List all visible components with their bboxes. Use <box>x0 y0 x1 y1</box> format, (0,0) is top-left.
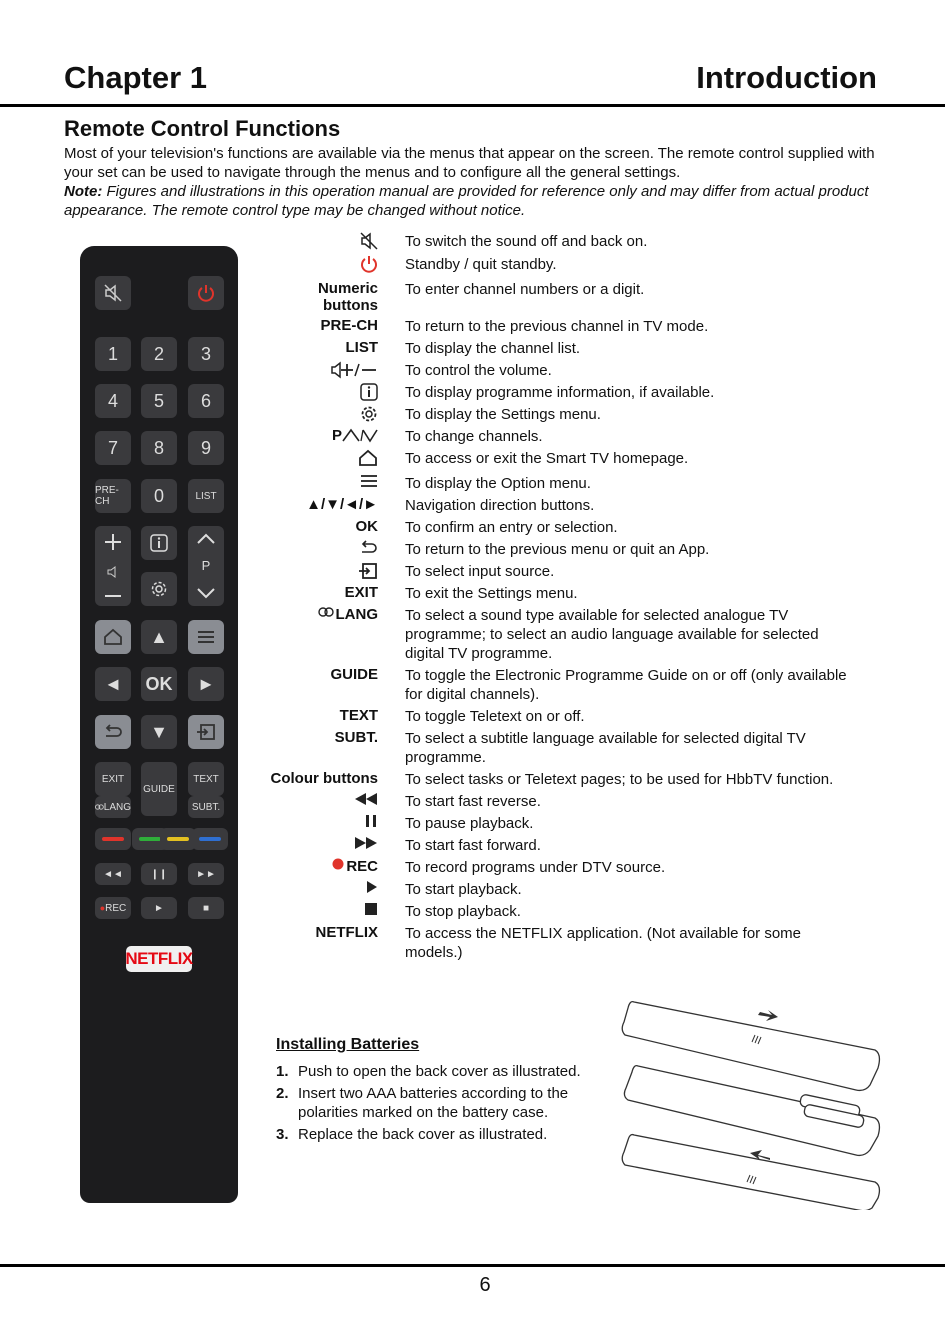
function-row <box>260 339 900 358</box>
note-text: Figures and illustrations in this operation manual are provided for reference only and may differ from actual product appearance. The remote control type may be changed without notice. <box>64 183 869 219</box>
remote-subt-button: SUBT. <box>188 796 224 818</box>
function-key <box>260 562 405 581</box>
remote-settings-button <box>141 572 177 606</box>
input-icon <box>358 562 378 580</box>
function-key <box>260 255 405 274</box>
function-key <box>260 280 405 314</box>
function-key-label: OK <box>355 518 378 535</box>
remote-forward-button: ►► <box>188 863 224 885</box>
remote-list-button: LIST <box>188 479 224 513</box>
function-row <box>260 836 900 855</box>
function-key <box>260 880 405 899</box>
function-key-label: TEXT <box>339 707 378 724</box>
function-key-label: P <box>331 427 342 444</box>
remote-stop-button: ■ <box>188 897 224 919</box>
remote-digit-0: 0 <box>141 479 177 513</box>
function-row <box>260 405 900 424</box>
function-description: To return to the previous channel in TV mode. <box>405 318 709 335</box>
remote-text-button: TEXT <box>188 762 224 796</box>
function-key <box>260 814 405 833</box>
chevron-down-icon <box>196 587 216 599</box>
function-key <box>260 317 405 336</box>
remote-red-button <box>95 828 131 850</box>
remote-exit-button: EXIT <box>95 762 131 796</box>
function-description: To select a sound type available for selected analogue TV programme; to select an audio language available for selected digital TV programme. <box>405 607 819 662</box>
function-key <box>260 518 405 537</box>
function-key-label: LANG <box>335 606 378 623</box>
function-description: To start playback. <box>405 881 522 898</box>
home-icon <box>103 628 123 646</box>
remote-digit-4: 4 <box>95 384 131 418</box>
battery-step <box>276 1084 606 1122</box>
remote-input-button <box>188 715 224 749</box>
remote-guide-button: GUIDE <box>141 762 177 816</box>
function-key-label: NETFLIX <box>315 924 378 941</box>
remote-digit-2: 2 <box>141 337 177 371</box>
function-key-label: GUIDE <box>330 666 378 683</box>
battery-step <box>276 1125 606 1144</box>
remote-left-button: ◄ <box>95 667 131 701</box>
page-number: 6 <box>479 1274 491 1296</box>
function-description: To enter channel numbers or a digit. <box>405 281 645 298</box>
function-key <box>260 729 405 767</box>
remote-netflix-button: NETFLIX <box>126 946 192 972</box>
page-header <box>0 60 945 107</box>
function-row <box>260 449 900 468</box>
mute-icon <box>360 232 378 250</box>
function-description: To access or exit the Smart TV homepage. <box>405 450 689 467</box>
function-row <box>260 232 900 251</box>
input-icon <box>196 723 216 741</box>
lang-icon <box>318 606 334 618</box>
function-row <box>260 361 900 380</box>
function-description: To switch the sound off and back on. <box>405 233 648 250</box>
remote-play-button: ► <box>141 897 177 919</box>
function-key <box>260 405 405 424</box>
function-row <box>260 496 900 515</box>
function-description: To change channels. <box>405 428 543 445</box>
function-key <box>260 449 405 468</box>
remote-rec-label: REC <box>105 902 127 914</box>
gear-icon <box>360 405 378 423</box>
play-icon <box>366 880 378 894</box>
function-row <box>260 280 900 314</box>
remote-control-illustration <box>80 246 238 1203</box>
function-key <box>260 858 405 877</box>
function-row <box>260 814 900 833</box>
remote-lang-label: LANG <box>103 801 131 813</box>
function-key <box>260 606 405 663</box>
function-key <box>260 924 405 962</box>
function-description: To pause playback. <box>405 815 534 832</box>
info-icon <box>150 534 168 552</box>
menu-icon <box>197 630 215 644</box>
remote-power-button <box>188 276 224 310</box>
function-row <box>260 880 900 899</box>
function-description: To exit the Settings menu. <box>405 585 578 602</box>
function-row <box>260 858 900 877</box>
function-key-label: Colour buttons <box>270 770 378 787</box>
stop-icon <box>364 902 378 916</box>
lang-icon <box>95 803 104 811</box>
function-description: To toggle Teletext on or off. <box>405 708 585 725</box>
remote-down-button: ▼ <box>141 715 177 749</box>
function-key <box>260 584 405 603</box>
function-row <box>260 317 900 336</box>
function-row <box>260 255 900 274</box>
function-description: To record programs under DTV source. <box>405 859 666 876</box>
function-key <box>260 232 405 251</box>
function-row <box>260 729 900 767</box>
note-label: Note: <box>64 183 103 200</box>
info-icon <box>360 383 378 401</box>
function-description: To display the channel list. <box>405 340 581 357</box>
function-description: To start fast reverse. <box>405 793 541 810</box>
note-paragraph <box>64 182 884 220</box>
function-key <box>260 666 405 704</box>
function-key-label: SUBT. <box>334 729 378 746</box>
function-key-label: REC <box>346 858 378 875</box>
step-number: 1. <box>276 1063 289 1080</box>
back-icon <box>360 540 378 556</box>
function-description: To display the Settings menu. <box>405 406 601 423</box>
remote-home-button <box>95 620 131 654</box>
battery-install-illustration <box>620 990 890 1210</box>
batteries-steps <box>276 1062 606 1147</box>
function-key-label: PRE-CH <box>320 317 378 334</box>
remote-digit-8: 8 <box>141 431 177 465</box>
function-description: To return to the previous menu or quit an App. <box>405 541 710 558</box>
function-description: To toggle the Electronic Programme Guide on or off (only available for digital channels). <box>405 667 847 703</box>
function-row <box>260 562 900 581</box>
function-description: To select tasks or Teletext pages; to be used for HbbTV function. <box>405 771 834 788</box>
function-description: To select input source. <box>405 563 555 580</box>
minus-icon <box>104 593 122 599</box>
rec-dot-icon: ● <box>99 903 106 913</box>
power-icon <box>196 283 216 303</box>
function-row <box>260 924 900 962</box>
function-key <box>260 836 405 855</box>
function-row <box>260 584 900 603</box>
remote-rewind-button: ◄◄ <box>95 863 131 885</box>
function-key-label: EXIT <box>344 584 378 601</box>
function-description: To control the volume. <box>405 362 552 379</box>
remote-up-button: ▲ <box>141 620 177 654</box>
remote-digit-7: 7 <box>95 431 131 465</box>
function-row <box>260 474 900 493</box>
step-text: Replace the back cover as illustrated. <box>298 1126 548 1143</box>
function-key <box>260 474 405 493</box>
remote-blue-button <box>192 828 228 850</box>
function-row <box>260 383 900 402</box>
remote-lang-button <box>95 796 131 818</box>
function-description: Standby / quit standby. <box>405 256 557 273</box>
function-description: Navigation direction buttons. <box>405 497 595 514</box>
remote-right-button: ► <box>188 667 224 701</box>
function-key-label: LIST <box>345 339 378 356</box>
chevron-up-icon <box>196 533 216 545</box>
remote-channel-rocker <box>188 526 224 606</box>
remote-digit-9: 9 <box>188 431 224 465</box>
function-description: To confirm an entry or selection. <box>405 519 618 536</box>
function-key <box>260 496 405 515</box>
intro-text <box>64 144 884 220</box>
remote-mute-button <box>95 276 131 310</box>
remote-info-button <box>141 526 177 560</box>
rec-icon <box>332 858 344 870</box>
function-description: To display programme information, if available. <box>405 384 715 401</box>
battery-step <box>276 1062 606 1081</box>
page-footer-rule <box>0 1264 945 1267</box>
function-key-label: Numeric buttons <box>317 280 378 314</box>
remote-p-label: P <box>201 558 211 574</box>
mute-icon <box>103 283 123 303</box>
function-row <box>260 518 900 537</box>
function-key <box>260 707 405 726</box>
function-key <box>260 540 405 559</box>
remote-digit-1: 1 <box>95 337 131 371</box>
function-key <box>260 339 405 358</box>
function-row <box>260 666 900 704</box>
volume-icon <box>330 361 378 379</box>
home-icon <box>358 449 378 467</box>
function-row <box>260 707 900 726</box>
function-key <box>260 427 405 446</box>
batteries-title: Installing Batteries <box>276 1036 420 1053</box>
rewind-icon <box>354 792 378 806</box>
function-key <box>260 792 405 811</box>
remote-prech-button: PRE-CH <box>95 479 131 513</box>
function-key <box>260 383 405 402</box>
remote-digit-3: 3 <box>188 337 224 371</box>
function-table <box>260 232 900 962</box>
gear-icon <box>150 580 168 598</box>
step-text: Push to open the back cover as illustrated. <box>298 1063 581 1080</box>
function-row <box>260 427 900 446</box>
function-row <box>260 902 900 921</box>
chapter-label: Chapter 1 <box>64 60 207 95</box>
function-description: To start fast forward. <box>405 837 541 854</box>
function-key <box>260 361 405 380</box>
power-icon <box>360 255 378 273</box>
back-icon <box>103 723 123 741</box>
chapter-title: Introduction <box>696 60 877 95</box>
remote-yellow-button <box>160 828 196 850</box>
remote-ok-button: OK <box>141 667 177 701</box>
function-row <box>260 540 900 559</box>
remote-back-button <box>95 715 131 749</box>
remote-rec-button <box>95 897 131 919</box>
function-description: To stop playback. <box>405 903 521 920</box>
menu-icon <box>360 474 378 488</box>
function-row <box>260 792 900 811</box>
speaker-icon <box>107 566 119 578</box>
remote-digit-5: 5 <box>141 384 177 418</box>
forward-icon <box>354 836 378 850</box>
remote-volume-rocker <box>95 526 131 606</box>
function-description: To display the Option menu. <box>405 475 591 492</box>
remote-digit-6: 6 <box>188 384 224 418</box>
function-description: To access the NETFLIX application. (Not available for some models.) <box>405 925 802 961</box>
remote-pause-button: ❙❙ <box>141 863 177 885</box>
channel-icon <box>342 427 378 443</box>
section-title: Remote Control Functions <box>64 116 341 141</box>
function-key <box>260 902 405 921</box>
function-key <box>260 770 405 789</box>
step-text: Insert two AAA batteries according to the polarities marked on the battery case. <box>298 1085 569 1121</box>
function-row <box>260 770 900 789</box>
pause-icon <box>364 814 378 828</box>
plus-icon <box>104 533 122 551</box>
function-row <box>260 606 900 663</box>
step-number: 2. <box>276 1085 289 1102</box>
function-description: To select a subtitle language available for selected digital TV programme. <box>405 730 806 766</box>
step-number: 3. <box>276 1126 289 1143</box>
intro-paragraph: Most of your television's functions are available via the menus that appear on the screen. The remote control supplied with your set can be used to navigate through the menus and to configure all the general settings. <box>64 145 875 181</box>
remote-option-button <box>188 620 224 654</box>
function-key-label: ▲/▼/◄/► <box>306 496 378 513</box>
